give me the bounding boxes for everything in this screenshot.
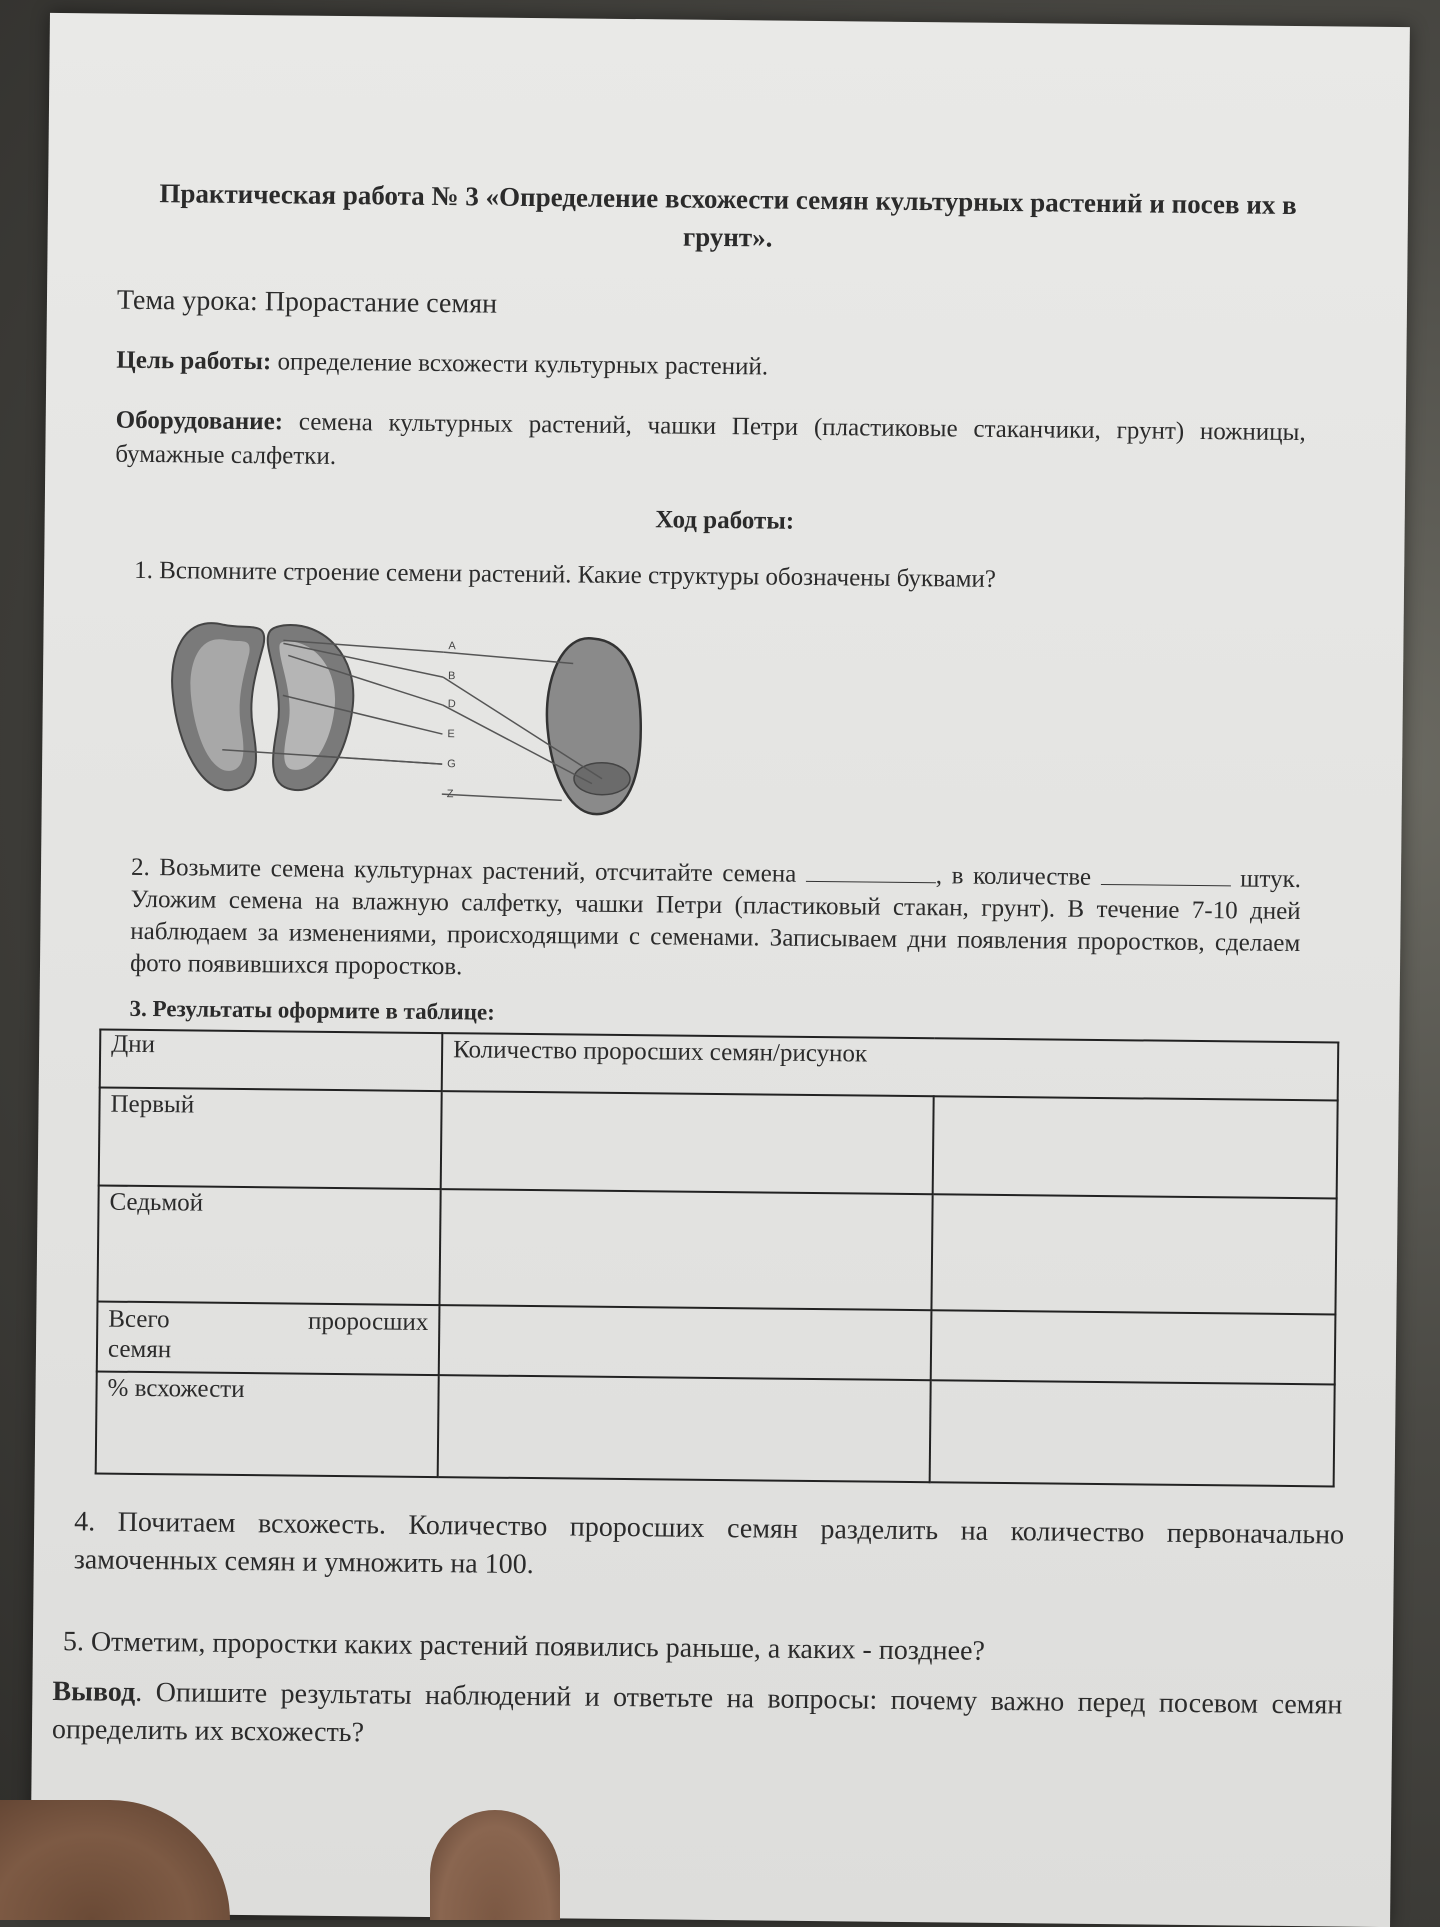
step-2-part-1: 2. Возьмите семена культурнах растений, отсчитайте семена bbox=[130, 853, 806, 888]
equipment bbox=[115, 404, 1306, 484]
step-5: 5. Отметим, проростки каких растений появились раньше, а каких - позднее? bbox=[62, 1626, 986, 1667]
row-total-label bbox=[97, 1301, 440, 1375]
figure-label-g: G bbox=[447, 758, 456, 771]
conclusion bbox=[52, 1673, 1343, 1763]
row-seventh-cell-2[interactable] bbox=[931, 1194, 1336, 1314]
goal-text: определение всхожести культурных растений. bbox=[271, 348, 769, 381]
blank-seed-type[interactable] bbox=[806, 859, 936, 883]
step-2 bbox=[130, 852, 1301, 992]
equipment-text: семена культурных растений, чашки Петри (пластиковые стаканчики, грунт) ножницы, бумажные салфетки. bbox=[115, 408, 1306, 470]
step-2-part-3: штук. Уложим семена на влажную салфетку, чашки Петри (пластиковый стакан, грунт). В течение 7-10 дней наблюдаем за изменениями, происходящими с семенами. Записываем дни появления проростков, сделаем фото появившихся проростков. bbox=[129, 865, 1302, 981]
figure-label-a: A bbox=[448, 640, 456, 653]
figure-label-e: E bbox=[447, 728, 455, 741]
table-row bbox=[97, 1186, 1336, 1315]
row-first-label bbox=[99, 1088, 442, 1190]
header-days-cell bbox=[100, 1030, 443, 1092]
conclusion-text: . Опишите результаты наблюдений и ответьте на вопросы: почему важно перед посевом семян определить их всхожесть? bbox=[51, 1676, 1343, 1749]
row-percent-cell-1[interactable] bbox=[438, 1375, 931, 1482]
figure-label-d: D bbox=[447, 698, 456, 711]
procedure-heading: Ход работы: bbox=[655, 506, 795, 535]
results-table bbox=[95, 1029, 1340, 1488]
row-total-cell-2[interactable] bbox=[931, 1310, 1336, 1384]
work-goal bbox=[116, 344, 768, 385]
header-days: Дни bbox=[111, 1030, 156, 1059]
row-percent-label bbox=[96, 1371, 439, 1477]
figure-label-b: B bbox=[447, 670, 456, 683]
header-count-cell bbox=[442, 1033, 1339, 1100]
table-row bbox=[97, 1301, 1336, 1384]
row-first-text: Первый bbox=[110, 1090, 195, 1119]
row-total-word-1: Всего bbox=[108, 1305, 170, 1334]
bean-seed-side-view bbox=[546, 638, 642, 815]
row-percent-text: % всхожести bbox=[107, 1374, 245, 1404]
row-total-cell-1[interactable] bbox=[439, 1305, 932, 1380]
equipment-label: Оборудование: bbox=[115, 406, 284, 436]
step-3: 3. Результаты оформите в таблице: bbox=[129, 995, 495, 1025]
step-4: 4. Почитаем всхожесть. Количество проросших семян разделить на количество первоначально замоченных семян и умножить на 100. bbox=[73, 1506, 1345, 1581]
row-seventh-label bbox=[97, 1186, 440, 1306]
row-seventh-cell-1[interactable] bbox=[439, 1189, 932, 1310]
worksheet-title: Практическая работа № 3 «Определение всхожести семян культурных растений и посев их в грунт». bbox=[159, 178, 1297, 253]
goal-label: Цель работы: bbox=[116, 346, 272, 376]
header-count: Количество проросших семян/рисунок bbox=[453, 1036, 868, 1068]
lesson-topic: Тема урока: Прорастание семян bbox=[116, 284, 498, 320]
blank-seed-count[interactable] bbox=[1101, 862, 1231, 886]
row-first-cell-1[interactable] bbox=[441, 1091, 934, 1194]
table-row bbox=[96, 1371, 1335, 1486]
table-row bbox=[99, 1088, 1338, 1199]
worksheet-paper bbox=[30, 13, 1410, 1927]
row-first-cell-2[interactable] bbox=[933, 1096, 1338, 1198]
conclusion-label: Вывод bbox=[52, 1676, 136, 1708]
figure-label-z: Z bbox=[446, 788, 454, 801]
seed-structure-figure bbox=[161, 574, 684, 829]
row-total-word-3: семян bbox=[107, 1335, 172, 1364]
row-seventh-text: Седьмой bbox=[109, 1188, 204, 1217]
bean-seed-half-left bbox=[171, 623, 264, 791]
step-2-part-2: , в количестве bbox=[935, 862, 1101, 891]
row-percent-cell-2[interactable] bbox=[930, 1380, 1335, 1486]
row-total-word-2: проросших bbox=[307, 1307, 429, 1336]
step-1: 1. Вспомните строение семени растений. Какие структуры обозначены буквами? bbox=[134, 556, 997, 593]
